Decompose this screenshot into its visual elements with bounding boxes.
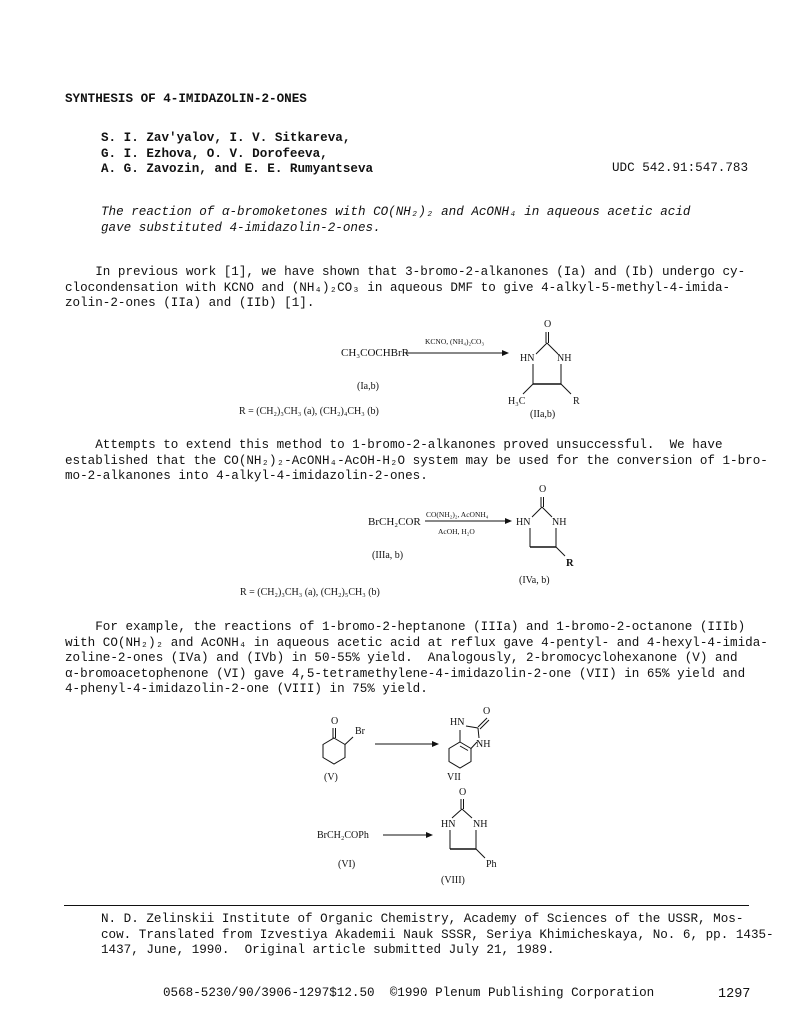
reactant-label: (Ia,b) [357,381,379,392]
text-line: For example, the reactions of 1-bromo-2-heptanone (IIIa) and 1-bromo-2-octanone (IIIb) [65,620,746,634]
bromine-label: Br [355,726,365,737]
reactant-vi: BrCH₂COPh [317,830,369,841]
article-title: SYNTHESIS OF 4-IMIDAZOLIN-2-ONES [65,92,307,106]
author-line: G. I. Ezhova, O. V. Dorofeeva, [101,146,328,161]
bromine-bond [345,737,353,745]
text-line: zoline-2-ones (IVa) and (IVb) in 50-55% yield. Analogously, 2-bromocyclohexanone (V) and [65,651,738,665]
arrowhead [505,518,512,524]
ring-bond [466,726,478,728]
arrowhead [502,350,509,356]
ring-bond [478,728,479,738]
carbonyl-bond [480,720,489,729]
arrowhead [432,741,439,747]
oxygen-label: O [539,484,547,495]
text-line: mo-2-alkanones into 4-alkyl-4-imidazolin-2-ones. [65,469,428,483]
footnote-line: 1437, June, 1990. Original article submitted July 21, 1989. [101,943,555,957]
reactant-text: BrCH₂COR [368,516,421,528]
ring-bond [542,507,552,517]
text-line: zolin-2-ones (IIa) and (IIb) [1]. [65,296,315,310]
ring-bond [452,809,462,818]
hn-label: HN [516,517,531,528]
oxygen-label: O [483,706,491,717]
r-definition: R = (CH₂)₃CH₃ (a), (CH₂)₅CH₃ (b) [240,587,380,598]
scheme-1 [239,319,580,420]
text-line: established that the CO(NH₂)₂-AcONH₄-AcOH-H₂O system may be used for the conversion of 1-bro- [65,453,768,468]
compound-v-label: (V) [324,772,338,783]
reactant-text: CH₃COCHBrR [341,347,410,359]
oxygen-label: O [331,716,339,727]
footnote-rule [64,905,749,906]
reactant-label: (IIIa, b) [372,550,404,561]
nh-label: NH [557,353,572,364]
scheme-2 [240,484,574,598]
r-bond [561,384,571,394]
ring-bond [532,507,542,517]
compound-viii-label: (VIII) [441,875,465,886]
page-number: 1297 [718,987,751,1002]
nh-label: NH [473,819,488,830]
product-label: (IIa,b) [530,409,556,420]
r-bond [556,547,565,556]
oxygen-label: O [544,319,552,330]
methyl-label: H₃C [508,396,526,407]
hn-label: HN [520,353,535,364]
cyclohexene-ring [449,742,471,768]
hn-label: HN [441,819,456,830]
text-line: 4-phenyl-4-imidazolin-2-one (VIII) in 75% yield. [65,682,428,696]
arrowhead [426,832,433,838]
reagent-bottom: AcOH, H₂O [438,527,475,536]
methyl-bond [523,384,533,394]
nh-label: NH [552,517,567,528]
reagent-top: CO(NH₂)₂, AcONH₄ [426,510,489,519]
nh-label: NH [476,739,491,750]
text-line: Attempts to extend this method to 1-bromo-2-alkanones proved unsuccessful. We have [65,438,723,452]
product-label: (IVa, b) [519,575,550,586]
footnote-line: N. D. Zelinskii Institute of Organic Chemistry, Academy of Sciences of the USSR, Mos- [101,912,744,926]
text-line: α-bromoacetophenone (VI) gave 4,5-tetramethylene-4-imidazolin-2-one (VII) in 65% yield and [65,666,746,681]
ring-bond [536,343,547,354]
udc-code: UDC 542.91:547.783 [612,161,749,175]
scheme-3 [317,706,497,886]
text-line: clocondensation with KCNO and (NH₄)₂CO₃ in aqueous DMF to give 4-alkyl-5-methyl-4-imida- [65,280,731,295]
text-line: with CO(NH₂)₂ and AcONH₄ in aqueous acetic acid at reflux gave 4-pentyl- and 4-hexyl-4-imida- [65,635,768,650]
author-line: S. I. Zav'yalov, I. V. Sitkareva, [101,131,351,145]
phenyl-label: Ph [486,859,497,870]
phenyl-bond [476,849,485,858]
oxygen-label: O [459,787,467,798]
author-line: A. G. Zavozin, and E. E. Rumyantseva [101,162,374,176]
ring-bond [462,809,472,818]
reagent-text: KCNO, (NH₄)₂CO₃ [425,337,485,346]
cyclohexanone-ring [323,738,345,764]
text-line: In previous work [1], we have shown that 3-bromo-2-alkanones (Ia) and (Ib) undergo cy- [65,265,746,279]
carbonyl-bond [478,718,487,727]
copyright-line: 0568-5230/90/3906-1297$12.50 ©1990 Plenum Publishing Corporation [163,986,655,1000]
compound-vii-label: VII [447,772,461,783]
compound-vi-label: (VI) [338,859,356,870]
ring-double-bond [460,746,468,751]
abstract-line: The reaction of α-bromoketones with CO(NH₂)₂ and AcONH₄ in aqueous acetic acid [101,205,691,219]
footnote [101,912,774,959]
abstract-line: gave substituted 4-imidazolin-2-ones. [101,220,381,235]
footnote-line: cow. Translated from Izvestiya Akademii Nauk SSSR, Seriya Khimicheskaya, No. 6, pp. 1435- [101,927,774,942]
r-label: R [573,396,580,407]
hn-label: HN [450,717,465,728]
r-definition: R = (CH₂)₃CH₃ (a), (CH₂)₄CH₃ (b) [239,406,379,417]
r-label: R [566,558,574,569]
